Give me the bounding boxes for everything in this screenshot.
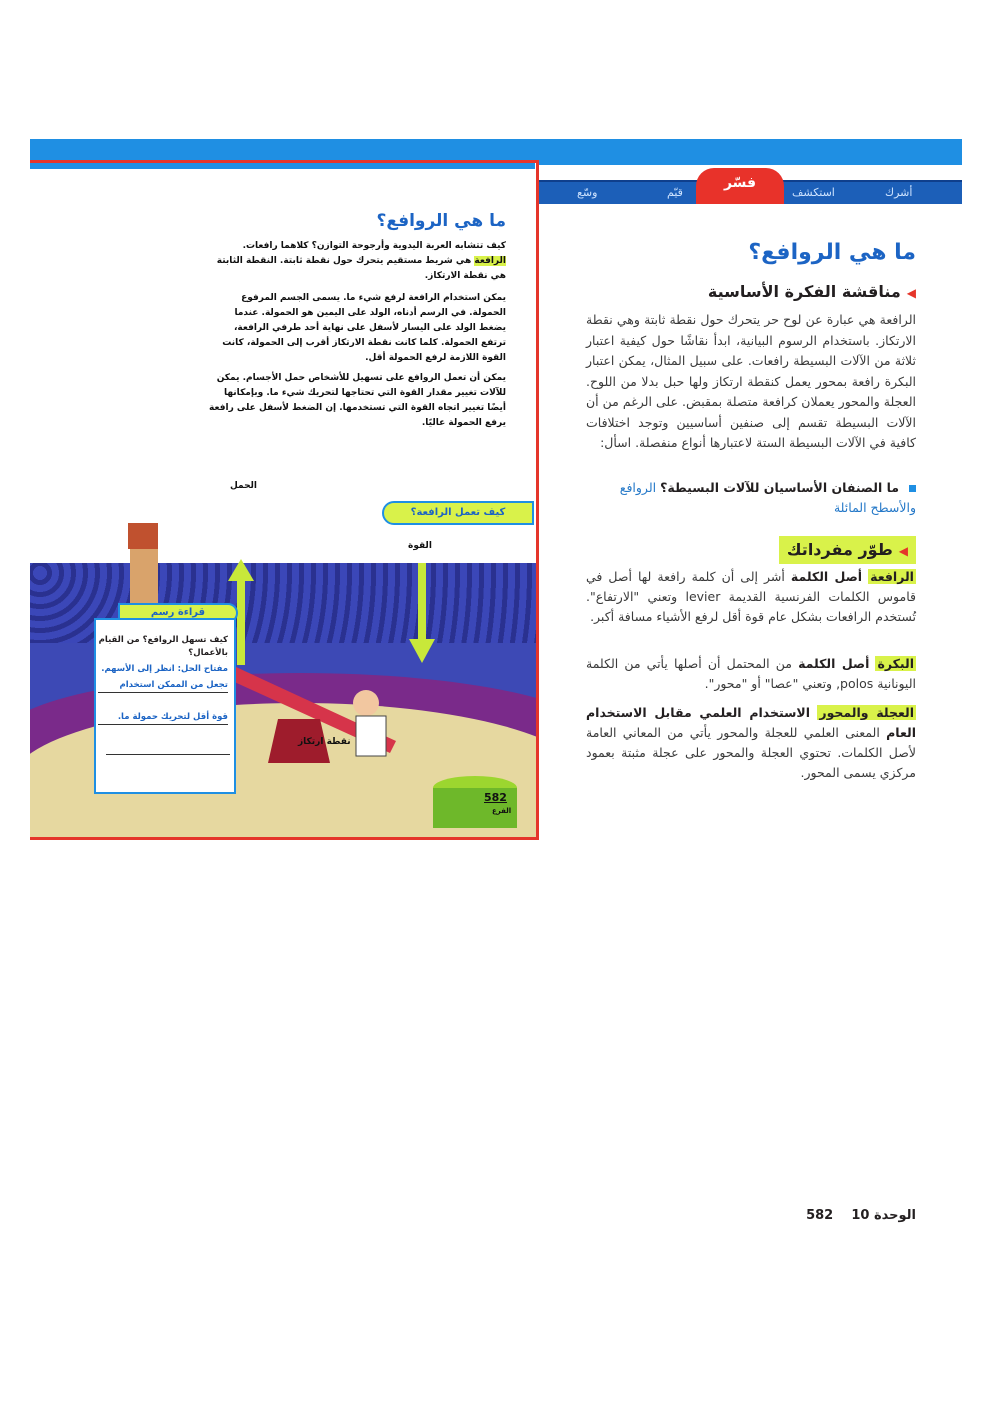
girl-legs: [130, 549, 158, 603]
main-title: ما هي الروافع؟: [748, 240, 916, 265]
nav-evaluate[interactable]: قيّم: [667, 186, 683, 199]
nav-explore[interactable]: استكشف: [792, 186, 835, 199]
page-footer: [806, 1208, 916, 1223]
discussion-body: الرافعة هي عبارة عن لوح حر يتحرك حول نقطة ثابتة وهي نقطة الارتكاز. باستخدام الرسوم البيانية، ابدأ نقاشًا حول كيفية اعتبار ثلاثة من الآلات البسيطة رافعات. على سبيل المثال، يمكن اعتبار البكرة رافعة بمحور يعمل كنقطة ارتكاز ولها حبل بدلا من اللوح. العجلة والمحور يعملان كرافعة متصلة بمقبض. على الرغم من أن الآلات البسيطة تقسم إلى صنفين أساسيين وتوجد اختلافات كافية في الآلات البسيطة الستة لاعتبارها أنواع منفصلة. اسأل:: [586, 312, 916, 450]
force-up-shaft: [237, 577, 245, 665]
section-discuss-heading: ◀مناقشة الفكرة الأساسية: [707, 282, 916, 301]
answer-line: [106, 754, 230, 755]
thumb-top-band: [30, 163, 535, 169]
vocab-heading: ◀طوّر مفرداتك: [779, 536, 916, 564]
reading-graphic-box: [94, 618, 236, 794]
student-page-thumbnail: [30, 160, 539, 840]
thumb-def-term: الرافعة: [474, 256, 506, 266]
reading-question: كيف تسهل الروافع؟ من القيام بالأعمال؟: [98, 635, 228, 658]
force-up-arrowhead: [228, 559, 254, 581]
boy-body: [356, 716, 386, 756]
load-label: الحمل: [230, 481, 258, 491]
thumb-page-sub: الفرع: [492, 807, 512, 815]
footer-unit: الوحدة 10: [851, 1208, 916, 1223]
square-bullet-icon: [909, 485, 916, 492]
thumb-page-number: 582: [484, 791, 507, 804]
vocab-entry-wheel-axle: العجلة والمحور الاستخدام العلمي مقابل الاستخدام العام المعنى العلمي للعجلة والمحور يأتي من المعاني العامة لأصل الكلمات. تحتوي العجلة والمحور على عجلة مثبتة بعمود مركزي يسمى المحور.: [586, 705, 916, 780]
nav-extend[interactable]: وسّع: [577, 186, 598, 199]
thumb-para-2: يمكن استخدام الرافعة لرفع شيء ما. يسمى الجسم المرفوع الحمولة. في الرسم أدناه، الولد على اليمين هو الحمولة. عندما يضغط الولد على اليسار لأسفل على نهاية أحد طرفي الرافعة، ترتفع الحمولة. كلما كانت نقطة الارتكاز أقرب إلى الحمولة، كانت القوة اللازمة لرفع الحمولة أقل.: [222, 293, 506, 363]
footer-page-number: 582: [806, 1208, 834, 1223]
girl-body: [128, 523, 158, 549]
discussion-question: ما الصنفان الأساسيان للآلات البسيطة؟ الروافع والأسطح المائلة: [619, 480, 916, 515]
thumb-para-3: يمكن أن تعمل الروافع على تسهيل للأشخاص حمل الأجسام. يمكن للآلات تغيير مقدار القوة التي تحتاجها لتحريك شيء ما. وبإمكانها أيضًا تغيير اتجاه القوة التي تستخدمها. إن الضغط لأسفل على رافعة يرفع الحمولة عاليًا.: [209, 373, 506, 428]
reading-answer-2: قوة أقل لتحريك حمولة ما.: [98, 712, 228, 725]
force-down-arrowhead: [409, 639, 435, 663]
nav-engage[interactable]: أشرك: [885, 186, 913, 199]
vocab-entry-pulley: البكرة أصل الكلمة من المحتمل أن أصلها يأتي من الكلمة اليونانية polos, وتعني "عصا" أو "محور".: [586, 656, 916, 691]
force-down-shaft: [418, 563, 426, 643]
reading-hint: مفتاح الحل: انظر إلى الأسهم.: [101, 664, 228, 674]
thumb-intro: كيف تتشابه العربة اليدوية وأرجوحة التوازن؟ كلاهما رافعات. الرافعة هي شريط مستقيم يتحرك حول نقطة ثابتة. النقطة الثابتة هي نقطة الارتكاز.: [216, 241, 506, 281]
triangle-icon: ◀: [906, 286, 916, 300]
nav-explain-active[interactable]: فسّر: [696, 168, 784, 204]
boy-head: [353, 690, 379, 716]
reading-answer-1: تجعل من الممكن استخدام: [98, 680, 228, 693]
reading-graphic-tab: قراءة رسم: [118, 603, 238, 623]
thumb-title: ما هي الروافع؟: [376, 211, 506, 231]
triangle-icon: ◀: [898, 544, 908, 558]
question-answer: الروافع والأسطح المائلة: [619, 480, 916, 515]
vocab-entry-lever: الرافعة أصل الكلمة أشر إلى أن كلمة رافعة لها أصل في قاموس الكلمات الفرنسية القديمة levier وتعني "الارتفاع". تُستخدم الرافعات بشكل عام قوة أقل لرفع الأشياء مسافة أكبر.: [586, 569, 916, 624]
force-label: القوة: [408, 541, 432, 551]
how-lever-works-callout: كيف تعمل الرافعة؟: [382, 501, 534, 525]
fulcrum-label: نقطة ارتكاز: [298, 737, 351, 747]
